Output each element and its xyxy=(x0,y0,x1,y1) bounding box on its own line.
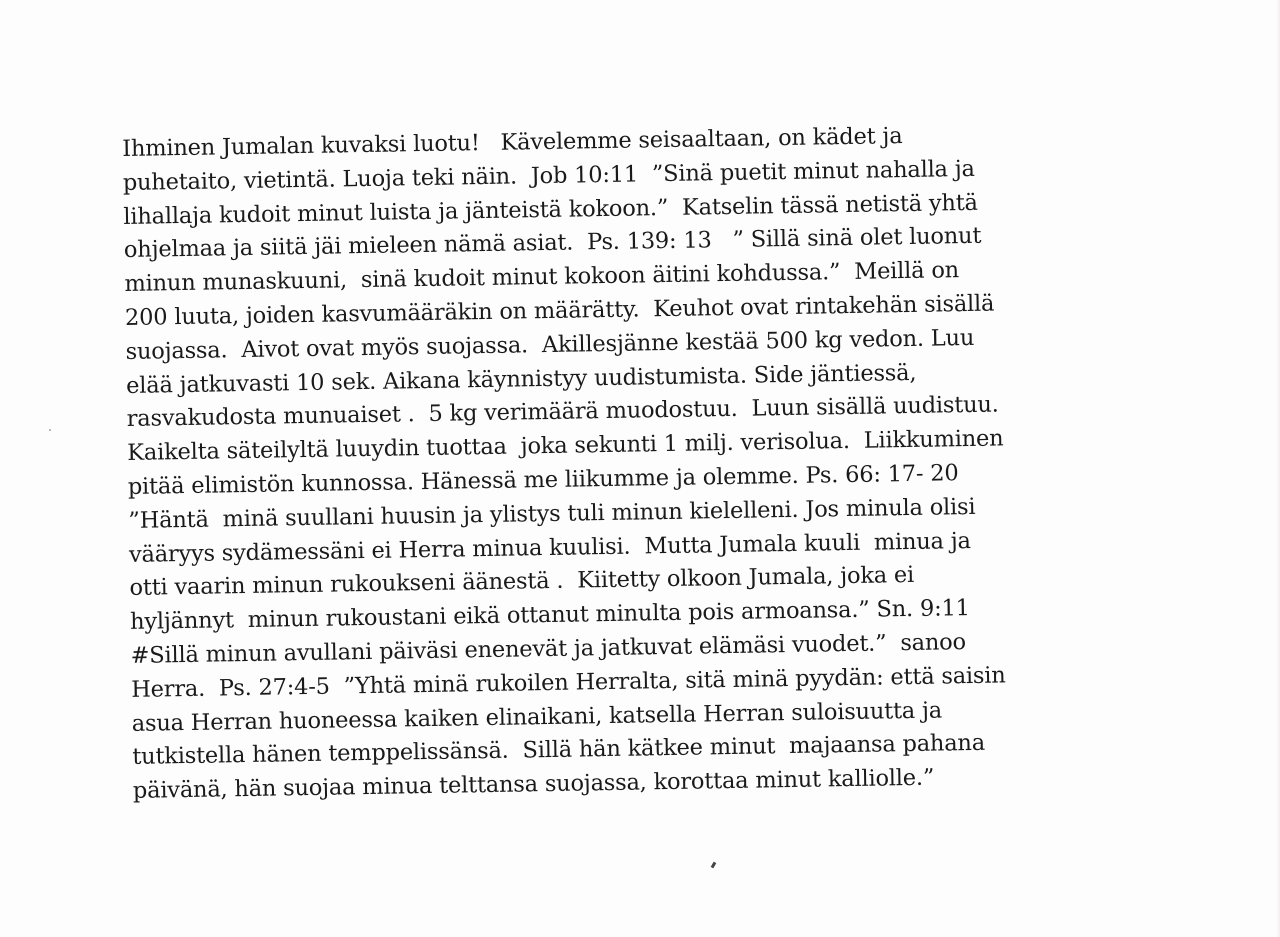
text-line: lihallaja kudoit minut luista ja jänteistä kokoon.” Katselin tässä netistä yhtä xyxy=(123,189,978,230)
text-line: #Sillä minun avullani päiväsi enenevät ja jatkuvat elämäsi vuodet.” sanoo xyxy=(130,629,967,669)
text-line: puhetaito, vietintä. Luoja teki näin. Job 10:11 ”Sinä puetit minut nahalla ja xyxy=(122,155,975,196)
text-line: rasvakudosta munuaiset . 5 kg verimäärä muodostuu. Luun sisällä uudistuu. xyxy=(126,391,999,433)
text-line: minun munaskuuni, sinä kudoit minut kokoon äitini kohdussa.” Meillä on xyxy=(124,257,960,298)
text-line: päivänä, hän suojaa minua telttansa suojassa, korottaa minut kalliolle.” xyxy=(132,764,935,805)
text-line: vääryys sydämessäni ei Herra minua kuulisi. Mutta Jumala kuuli minua ja xyxy=(128,527,971,568)
body-text xyxy=(122,115,1213,809)
ink-mark xyxy=(711,862,717,869)
text-line: Ihminen Jumalan kuvaksi luotu! Kävelemme seisaaltaan, on kädet ja xyxy=(122,123,903,162)
page-edge xyxy=(1276,0,1280,937)
text-line: hyljännyt minun rukoustani eikä ottanut minulta pois armoansa.” Sn. 9:11 xyxy=(129,595,970,636)
text-line: suojassa. Aivot ovat myös suojassa. Akillesjänne kestää 500 kg vedon. Luu xyxy=(125,324,975,365)
text-line: ohjelmaa ja siitä jäi mieleen nämä asiat. Ps. 139: 13 ” Sillä sinä olet luonut xyxy=(123,223,982,264)
text-line: tutkistella hänen temppelissänsä. Sillä hän kätkee minut majaansa pahana xyxy=(132,730,986,771)
scan-speck xyxy=(49,429,51,431)
text-line: 200 luuta, joiden kasvumääräkin on määrätty. Keuhot ovat rintakehän sisällä xyxy=(124,290,995,331)
text-line: ”Häntä minä suullani huusin ja ylistys tuli minun kielelleni. Jos minula olisi xyxy=(128,493,976,534)
text-line: Herra. Ps. 27:4-5 ”Yhtä minä rukoilen Herralta, sitä minä pyydän: että saisin xyxy=(131,662,1006,703)
text-line: otti vaarin minun rukoukseni äänestä . Kiitetty olkoon Jumala, joka ei xyxy=(129,562,915,602)
text-line: elää jatkuvasti 10 sek. Aikana käynnistyy uudistumista. Side jäntiessä, xyxy=(125,359,917,399)
text-line: asua Herran huoneessa kaiken elinaikani, katsella Herran suloisuutta ja xyxy=(131,697,943,737)
text-line: pitää elimistön kunnossa. Hänessä me liikumme ja olemme. Ps. 66: 17- 20 xyxy=(127,460,959,500)
text-line: Kaikelta säteilyltä luuydin tuottaa joka sekunti 1 milj. verisolua. Liikkuminen xyxy=(127,425,1004,467)
